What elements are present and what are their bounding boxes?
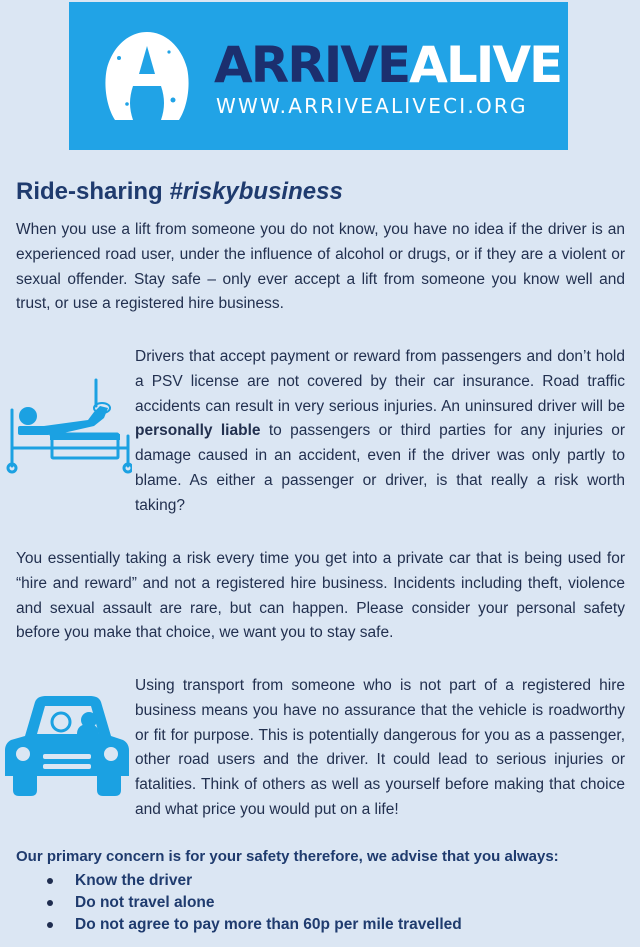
hospital-bed-icon bbox=[4, 376, 132, 476]
bullet-icon bbox=[47, 878, 53, 884]
list-item bbox=[0, 914, 462, 936]
page-title bbox=[16, 178, 343, 206]
insurance-text-start: Drivers that accept payment or reward from passengers and don’t hold a PSV license are not covered by their car insurance. Road traffic accidents can result in very serious injuries. An uninsured driver will be bbox=[135, 348, 625, 415]
personally-liable-emphasis: personally liable bbox=[135, 422, 261, 440]
header-banner bbox=[69, 2, 568, 150]
bullet-icon bbox=[47, 922, 53, 928]
car-icon bbox=[3, 694, 131, 798]
brand-word-alive: ALIVE bbox=[409, 36, 562, 94]
advice-list bbox=[0, 870, 462, 936]
title-hashtag: #riskybusiness bbox=[169, 178, 343, 205]
risk-paragraph: You essentially taking a risk every time you get into a private car that is being used for “hire and reward” and not a registered hire business. Incidents including theft, violence and sexual assault are rare, but can happen. Please consider your personal safety before you make that choice, we want you to stay safe. bbox=[16, 550, 625, 642]
intro-paragraph: When you use a lift from someone you do not know, you have no idea if the driver is an experienced road user, under the influence of alcohol or drugs, or if they are a violent or sexual offender. Stay safe – only ever accept a lift from someone you know well and trust, or use a registered hire business. bbox=[16, 221, 625, 313]
bullet-icon bbox=[47, 900, 53, 906]
website-url: WWW.ARRIVEALIVECI.ORG bbox=[216, 94, 528, 118]
arrive-alive-logo-icon bbox=[99, 28, 195, 124]
brand-name bbox=[214, 38, 561, 92]
list-item bbox=[0, 892, 462, 914]
advice-heading: Our primary concern is for your safety therefore, we advise that you always: bbox=[16, 848, 559, 865]
advice-item-label: Do not travel alone bbox=[75, 894, 215, 911]
advice-item-label: Do not agree to pay more than 60p per mile travelled bbox=[75, 916, 462, 933]
title-main: Ride-sharing bbox=[16, 178, 170, 205]
transport-paragraph: Using transport from someone who is not part of a registered hire business means you have no assurance that the vehicle is roadworthy or fit for purpose. This is potentially dangerous for you as a passenger, other road users and the driver. It could lead to serious injuries or fatalities. Think of others as well as yourself before making that choice and what price you would put on a life! bbox=[135, 677, 625, 818]
advice-item-label: Know the driver bbox=[75, 872, 193, 889]
insurance-text-end: to passengers or third parties for any injuries or damage caused in an accident, even if the driver was only partly to blame. As either a passenger or driver, is that really a risk worth taking? bbox=[135, 422, 625, 514]
brand-word-arrive: ARRIVE bbox=[214, 36, 410, 94]
list-item bbox=[0, 870, 462, 892]
insurance-paragraph bbox=[135, 345, 625, 519]
